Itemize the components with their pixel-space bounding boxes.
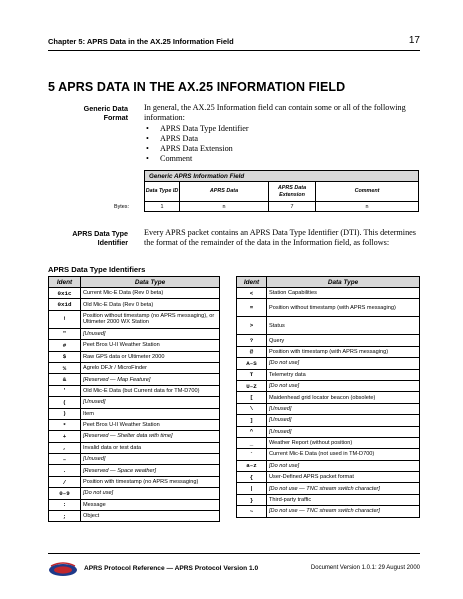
- dti-data-type: Message: [81, 499, 220, 510]
- aprs-logo-icon: [48, 561, 78, 577]
- dti-row: [237, 449, 420, 460]
- generic-info-field-table: [144, 170, 419, 212]
- dti-ident: a–z: [237, 460, 267, 471]
- dti-row: [237, 506, 420, 517]
- bullet-item: • APRS Data Extension: [144, 144, 249, 154]
- dti-row: [49, 465, 220, 476]
- dti-table-left: [48, 276, 220, 522]
- dti-ident: >: [237, 317, 267, 335]
- dti-row: [237, 483, 420, 494]
- dti-ident: @: [237, 346, 267, 357]
- dti-row: [237, 494, 420, 505]
- dti-ident: ]: [237, 415, 267, 426]
- dti-ident: &: [49, 374, 81, 385]
- dti-row: [237, 335, 420, 346]
- dti-row: [237, 460, 420, 471]
- dti-data-type: [Unused]: [81, 454, 220, 465]
- bullet-item: • APRS Data: [144, 134, 249, 144]
- info-field-list: [144, 124, 249, 164]
- dti-row: [237, 299, 420, 317]
- dti-ident: /: [49, 476, 81, 487]
- dti-row: [237, 317, 420, 335]
- dti-ident: ?: [237, 335, 267, 346]
- dti-ident: %: [49, 362, 81, 373]
- dti-ident: 0–9: [49, 488, 81, 499]
- dti-row: [49, 351, 220, 362]
- dti-row: [49, 288, 220, 299]
- dti-data-type: Old Mic-E Data (but Current data for TM-D700): [81, 385, 220, 396]
- dti-data-type: Position without timestamp (with APRS messaging): [267, 299, 420, 317]
- dti-row: [237, 426, 420, 437]
- dti-row: [49, 310, 220, 328]
- dti-ident: :: [49, 499, 81, 510]
- dti-ident: 0x1d: [49, 299, 81, 310]
- dti-ident: +: [49, 431, 81, 442]
- dti-row: [237, 369, 420, 380]
- dti-ident: ): [49, 408, 81, 419]
- bytes-comment: n: [316, 202, 419, 212]
- dti-row: [237, 380, 420, 391]
- bullet-item: • APRS Data Type Identifier: [144, 124, 249, 134]
- dti-data-type: Raw GPS data or Ultimeter 2000: [81, 351, 220, 362]
- dti-data-type: Station Capabilities: [267, 288, 420, 299]
- dti-ident: _: [237, 437, 267, 448]
- dti-ident: 0x1c: [49, 288, 81, 299]
- dti-data-type: [Reserved — Map Feature]: [81, 374, 220, 385]
- dti-ident: T: [237, 369, 267, 380]
- generic-format-label: Generic Data Format: [83, 104, 128, 122]
- dti-ident: (: [49, 397, 81, 408]
- chapter-title: Chapter 5: APRS Data in the AX.25 Information Field: [48, 37, 234, 46]
- dti-row: [237, 346, 420, 357]
- bytes-dti: 1: [145, 202, 180, 212]
- bullet-item: • Comment: [144, 154, 249, 164]
- dti-table-title: APRS Data Type Identifiers: [48, 265, 146, 274]
- dti-data-type: [Unused]: [267, 426, 420, 437]
- dti-ident: ~: [237, 506, 267, 517]
- dti-ident: ^: [237, 426, 267, 437]
- dti-ident: *: [49, 419, 81, 430]
- dti-data-type: [Reserved — Space weather]: [81, 465, 220, 476]
- footer-version: Document Version 1.0.1: 29 August 2000: [310, 565, 420, 571]
- dti-row: [49, 397, 220, 408]
- dti-data-type: Third-party traffic: [267, 494, 420, 505]
- dti-row: [237, 288, 420, 299]
- dti-row: [237, 358, 420, 369]
- dti-row: [49, 454, 220, 465]
- dti-data-type: Position without timestamp (no APRS messaging), or Ultimeter 2000 WX Station: [81, 310, 220, 328]
- bytes-label: Bytes:: [114, 204, 129, 210]
- dti-row: [49, 511, 220, 522]
- footer-divider: [48, 553, 420, 554]
- dti-ident: ,: [49, 442, 81, 453]
- dti-data-type: [Do not use]: [81, 488, 220, 499]
- dti-ident: A–S: [237, 358, 267, 369]
- dti-row: [237, 403, 420, 414]
- dti-ident: \: [237, 403, 267, 414]
- dti-data-type: Telemetry data: [267, 369, 420, 380]
- dti-ident: <: [237, 288, 267, 299]
- dti-description: Every APRS packet contains an APRS Data Type Identifier (DTI). This determines the format of the remainder of the data in the Information field, as follows:: [144, 228, 416, 247]
- dti-row: [49, 340, 220, 351]
- dti-ident: $: [49, 351, 81, 362]
- dti-data-type: Peet Bros U-II Weather Station: [81, 419, 220, 430]
- dti-row: [49, 385, 220, 396]
- dti-row: [49, 328, 220, 339]
- dti-data-type: Position with timestamp (with APRS messaging): [267, 346, 420, 357]
- dti-row: [49, 488, 220, 499]
- dti-ident: {: [237, 472, 267, 483]
- generic-table-title: Generic APRS Information Field: [145, 171, 419, 182]
- dti-data-type: Query: [267, 335, 420, 346]
- dti-data-type: Current Mic-E Data (not used in TM-D700): [267, 449, 420, 460]
- dti-data-type: Maidenhead grid locator beacon (obsolete): [267, 392, 420, 403]
- col-comment: Comment: [316, 182, 419, 202]
- dti-row: [49, 299, 220, 310]
- dti-ident: ;: [49, 511, 81, 522]
- dti-row: [49, 499, 220, 510]
- dti-label: APRS Data Type Identifier: [72, 229, 128, 247]
- col-aprs-data-extension: APRS Data Extension: [269, 182, 316, 202]
- dti-data-type: Current Mic-E Data (Rev 0 beta): [81, 288, 220, 299]
- section-heading: 5 APRS DATA IN THE AX.25 INFORMATION FIELD: [48, 80, 346, 94]
- dti-ident: [: [237, 392, 267, 403]
- dti-row: [49, 476, 220, 487]
- dti-data-type: [Unused]: [81, 328, 220, 339]
- dti-row: [49, 431, 220, 442]
- dti-ident: }: [237, 494, 267, 505]
- dti-row: [49, 419, 220, 430]
- footer-title: APRS Protocol Reference — APRS Protocol Version 1.0: [84, 565, 259, 572]
- dti-row: [49, 442, 220, 453]
- dti-data-type: Status: [267, 317, 420, 335]
- dti-ident: #: [49, 340, 81, 351]
- dti-data-type: [Unused]: [267, 403, 420, 414]
- dti-data-type: [Do not use — TNC stream switch character]: [267, 506, 420, 517]
- bytes-extension: 7: [269, 202, 316, 212]
- dti-data-type: Peet Bros U-II Weather Station: [81, 340, 220, 351]
- generic-format-intro: In general, the AX.25 Information field can contain some or all of the following information:: [144, 103, 406, 122]
- dti-data-type: Old Mic-E Data (Rev 0 beta): [81, 299, 220, 310]
- dti-data-type: [Reserved — Shelter data with time]: [81, 431, 220, 442]
- col-data-type-id: Data Type ID: [145, 182, 180, 202]
- bytes-aprs-data: n: [180, 202, 269, 212]
- dti-ident: –: [49, 454, 81, 465]
- dti-data-type: Weather Report (without position): [267, 437, 420, 448]
- page-header: [48, 36, 420, 51]
- dti-data-type: Position with timestamp (no APRS messaging): [81, 476, 220, 487]
- page-number: 17: [408, 35, 420, 46]
- dti-data-type: [Unused]: [267, 415, 420, 426]
- dti-ident: .: [49, 465, 81, 476]
- dti-row: [237, 415, 420, 426]
- dti-data-type: [Unused]: [81, 397, 220, 408]
- dti-table-right: [236, 276, 420, 518]
- col-aprs-data: APRS Data: [180, 182, 269, 202]
- dti-ident: =: [237, 299, 267, 317]
- dti-data-type: User-Defined APRS packet format: [267, 472, 420, 483]
- dti-data-type: [Do not use]: [267, 460, 420, 471]
- dti-row: [49, 374, 220, 385]
- dti-row: [49, 362, 220, 373]
- data-type-header: Data Type: [81, 277, 220, 288]
- dti-row: [49, 408, 220, 419]
- dti-ident: !: [49, 310, 81, 328]
- dti-data-type: [Do not use — TNC stream switch character]: [267, 483, 420, 494]
- dti-ident: |: [237, 483, 267, 494]
- dti-data-type: [Do not use]: [267, 358, 420, 369]
- dti-data-type: [Do not use]: [267, 380, 420, 391]
- dti-data-type: Agrelo DFJr / MicroFinder: [81, 362, 220, 373]
- dti-ident: ': [49, 385, 81, 396]
- dti-ident: `: [237, 449, 267, 460]
- dti-row: [237, 472, 420, 483]
- dti-data-type: Object: [81, 511, 220, 522]
- ident-header: Ident: [49, 277, 81, 288]
- dti-row: [237, 437, 420, 448]
- dti-row: [237, 392, 420, 403]
- dti-data-type: Invalid data or test data: [81, 442, 220, 453]
- data-type-header: Data Type: [267, 277, 420, 288]
- ident-header: Ident: [237, 277, 267, 288]
- dti-data-type: Item: [81, 408, 220, 419]
- dti-ident: ": [49, 328, 81, 339]
- dti-ident: U–Z: [237, 380, 267, 391]
